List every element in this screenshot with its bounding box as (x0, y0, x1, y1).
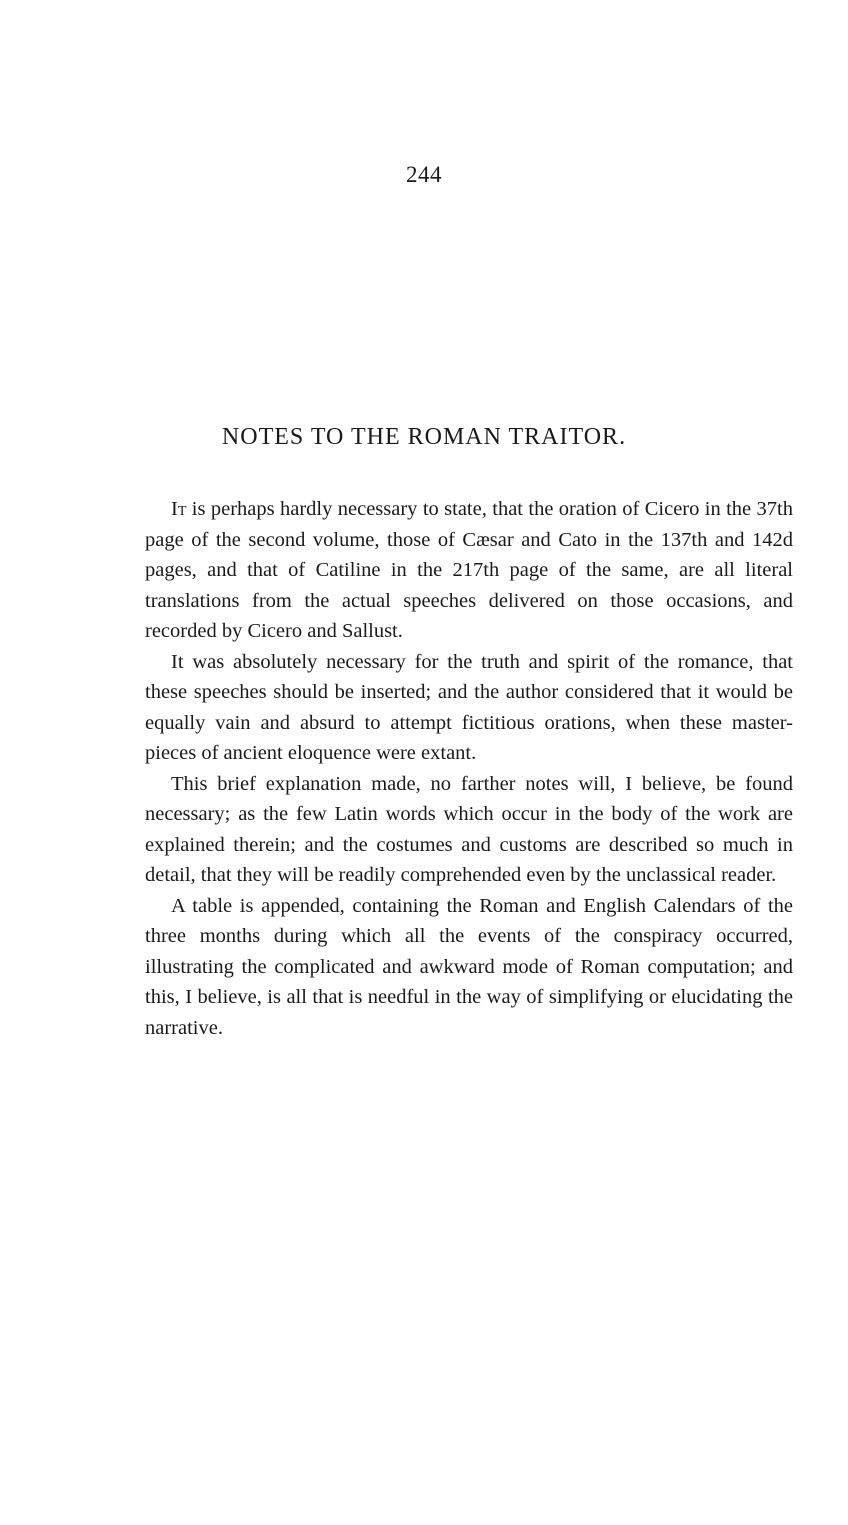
paragraph-1-lead: It (171, 498, 187, 520)
chapter-heading: NOTES TO THE ROMAN TRAITOR. (221, 424, 627, 450)
paragraph-4 (145, 891, 793, 1044)
paragraph-3-text: This brief explanation made, no farther notes will, I believe, be found necessary; as the few Latin words which occur in the body of the work are explained therein; and the costumes and customs are described so much in detail, that they will be readily comprehended even by the unclassical reader. (145, 772, 793, 886)
paragraph-1 (145, 494, 793, 647)
paragraph-3 (145, 769, 793, 891)
paragraph-2 (145, 647, 793, 769)
paragraph-2-text: It was absolutely necessary for the truth and spirit of the romance, that these speeches should be inserted; and the author considered that it would be equally vain and absurd to attempt fictitious orations, when these master-pieces of ancient eloquence were extant. (145, 650, 793, 764)
notes-body (145, 494, 793, 1043)
paragraph-4-text: A table is appended, containing the Roman and English Calendars of the three months during which all the events of the conspiracy occurred, illustrating the complicated and awkward mode of Roman computation; and this, I believe, is all that is needful in the way of simplifying or elucidating the narrative. (145, 894, 793, 1039)
page-number: 244 (406, 162, 442, 187)
paragraph-1-text: is perhaps hardly necessary to state, that the oration of Cicero in the 37th page of the second volume, those of Cæsar and Cato in the 137th and 142d pages, and that of Catiline in the 217th page of the same, are all literal translations from the actual speeches delivered on those occasions, and recorded by Cicero and Sallust. (145, 498, 793, 642)
